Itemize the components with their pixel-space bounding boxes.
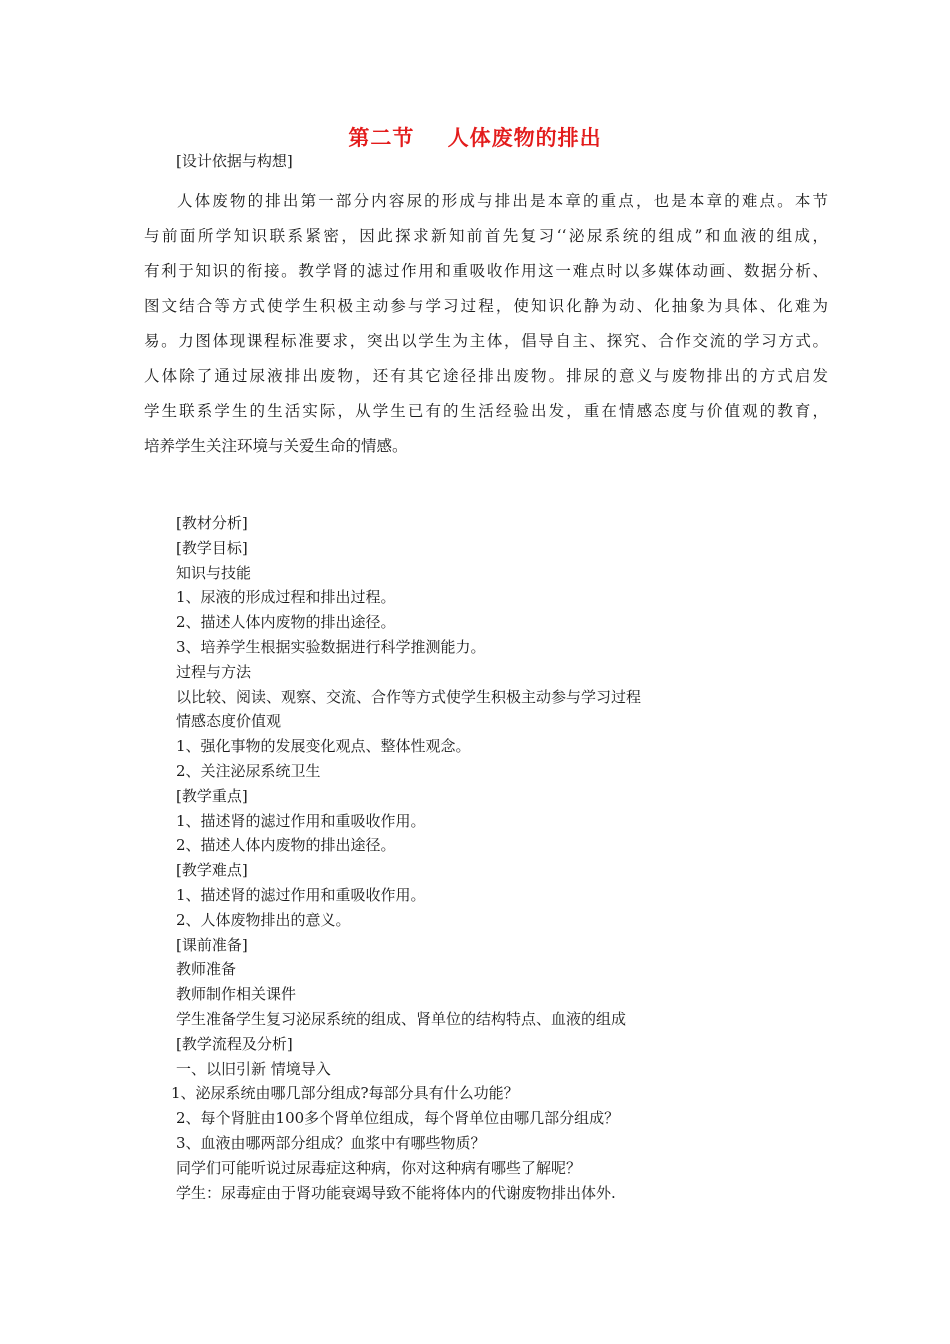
paragraph-line: 学生联系学生的生活实际，从学生已有的生活经验出发，重在情感态度与价值观的教育， — [144, 402, 828, 420]
list-item: 1、强化事物的发展变化观点、整体性观念。 — [176, 737, 471, 756]
list-item: 1、尿液的形成过程和排出过程。 — [176, 588, 396, 607]
list-item: 2、描述人体内废物的排出途径。 — [176, 836, 396, 855]
list-item: 2、每个肾脏由100多个肾单位组成，每个肾单位由哪几部分组成？ — [176, 1109, 620, 1128]
section-heading-teaching-objectives: [教学目标] — [176, 538, 248, 557]
list-item: 2、关注泌尿系统卫生 — [176, 761, 321, 780]
list-item: 1、描述肾的滤过作用和重吸收作用。 — [176, 811, 426, 830]
section-heading-preparation: [课前准备] — [176, 935, 248, 954]
paragraph-line: 易。力图体现课程标准要求，突出以学生为主体，倡导自主、探究、合作交流的学习方式。 — [144, 332, 828, 350]
page-title: 第二节 人体废物的排出 — [348, 125, 602, 150]
design-rationale-heading: [设计依据与构想] — [176, 152, 293, 170]
section-heading-material-analysis: [教材分析] — [176, 514, 248, 532]
section-heading-difficulties: [教学难点] — [176, 861, 248, 880]
list-item: 2、描述人体内废物的排出途径。 — [176, 613, 396, 632]
list-item: 1、描述肾的滤过作用和重吸收作用。 — [176, 885, 426, 904]
section-heading-key-points: [教学重点] — [176, 786, 248, 805]
section-heading-teaching-process: [教学流程及分析] — [176, 1034, 293, 1053]
subheading-teacher-preparation: 教师准备 — [176, 960, 237, 979]
list-item: 以比较、阅读、观察、交流、合作等方式使学生积极主动参与学习过程 — [176, 687, 642, 706]
subheading-emotional-values: 情感态度价值观 — [176, 712, 282, 731]
design-rationale-paragraph — [144, 184, 828, 464]
paragraph-line: 与前面所学知识联系紧密，因此探求新知前首先复习‘‘泌尿系统的组成”和血液的组成， — [144, 227, 828, 245]
list-item: 1、泌尿系统由哪几部分组成?每部分具有什么功能？ — [171, 1084, 519, 1103]
paragraph-line: 有利于知识的衔接。教学肾的滤过作用和重吸收作用这一难点时以多媒体动画、数据分析、 — [144, 262, 828, 280]
paragraph-line: 人体除了通过尿液排出废物，还有其它途径排出废物。排尿的意义与废物排出的方式启发 — [144, 367, 828, 385]
list-item: 3、培养学生根据实验数据进行科学推测能力。 — [176, 637, 486, 656]
paragraph-line: 人体废物的排出第一部分内容尿的形成与排出是本章的重点，也是本章的难点。本节 — [177, 192, 828, 210]
subheading-introduction: 一、以旧引新 情境导入 — [176, 1059, 331, 1078]
paragraph-line: 培养学生关注环境与关爱生命的情感。 — [144, 437, 408, 455]
lesson-plan-body — [171, 511, 642, 1205]
list-item: 同学们可能听说过尿毒症这种病，你对这种病有哪些了解呢？ — [176, 1158, 582, 1177]
list-item: 学生：尿毒症由于肾功能衰竭导致不能将体内的代谢废物排出体外. — [176, 1183, 616, 1202]
list-item: 3、血液由哪两部分组成？血浆中有哪些物质？ — [176, 1133, 486, 1152]
list-item: 2、人体废物排出的意义。 — [176, 910, 351, 929]
subheading-process-methods: 过程与方法 — [176, 662, 252, 681]
list-item: 学生准备学生复习泌尿系统的组成、肾单位的结构特点、血液的组成 — [176, 1009, 627, 1028]
list-item: 教师制作相关课件 — [176, 985, 297, 1004]
subheading-knowledge-skills: 知识与技能 — [176, 563, 252, 582]
paragraph-line: 图文结合等方式使学生积极主动参与学习过程，使知识化静为动、化抽象为具体、化难为 — [144, 297, 828, 315]
